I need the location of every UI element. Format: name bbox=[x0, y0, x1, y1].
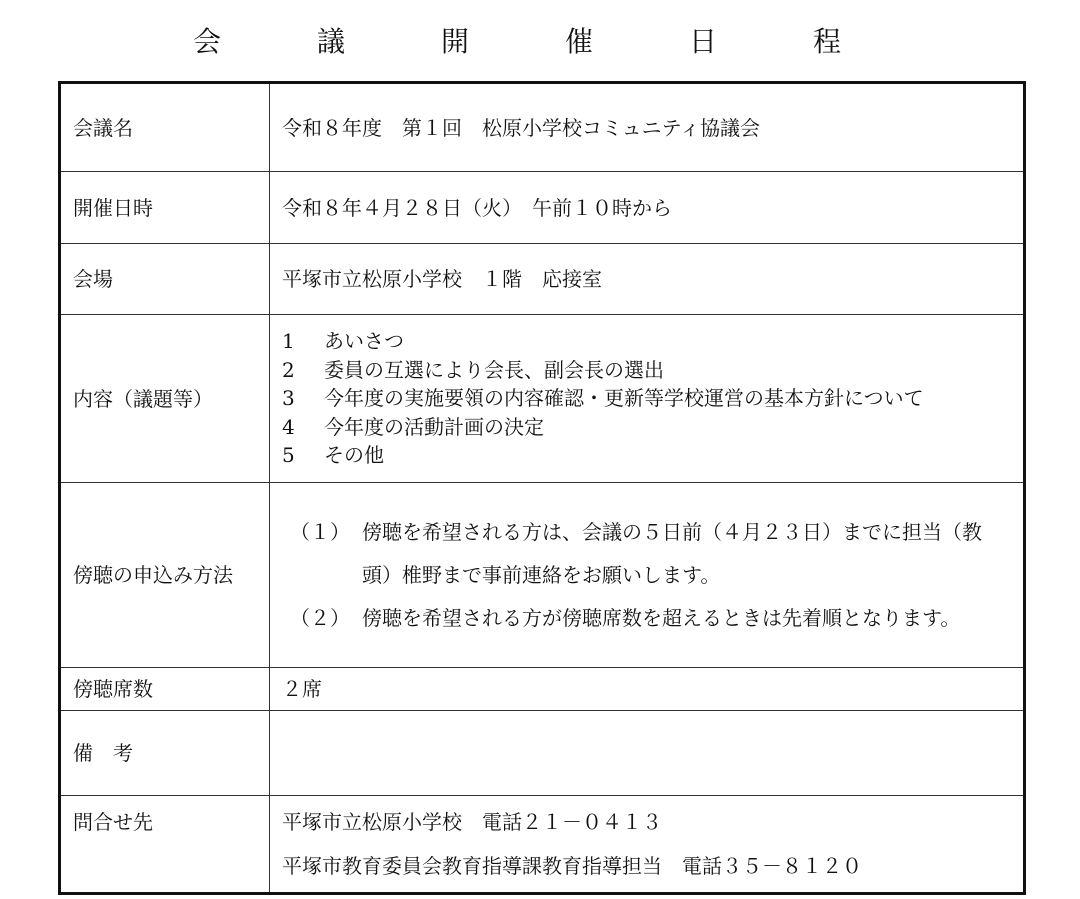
table-row-seats bbox=[60, 668, 1025, 711]
agenda-item-number: 5 bbox=[282, 443, 295, 468]
meeting-schedule-table bbox=[58, 81, 1026, 895]
contact-line-school: 平塚市立松原小学校 電話２１－０４１３ bbox=[282, 810, 662, 834]
agenda-item-number: 1 bbox=[282, 329, 295, 354]
contact-line-board: 平塚市教育委員会教育指導課教育指導担当 電話３５－８１２０ bbox=[282, 854, 862, 878]
agenda-item-text: 今年度の実施要領の内容確認・更新等学校運営の基本方針について bbox=[324, 386, 924, 411]
meeting-name-label: 会議名 bbox=[60, 83, 270, 172]
document-title: 会 議 開 催 日 程 bbox=[192, 25, 875, 58]
list-item bbox=[282, 441, 1011, 470]
table-row-application-method bbox=[60, 483, 1025, 668]
table-row-meeting-name bbox=[60, 83, 1025, 172]
agenda-item-number: 4 bbox=[282, 414, 295, 439]
notes-value bbox=[270, 711, 1025, 796]
application-item-text: 傍聴を希望される方が傍聴席数を超えるときは先着順となります。 bbox=[362, 605, 961, 630]
application-method-list bbox=[270, 483, 1025, 668]
application-item-number: （２） bbox=[290, 605, 350, 630]
venue-value: 平塚市立松原小学校 １階 応接室 bbox=[270, 244, 1025, 315]
application-item-number: （１） bbox=[290, 519, 350, 544]
meeting-name-value: 令和８年度 第１回 松原小学校コミュニティ協議会 bbox=[270, 83, 1025, 172]
seats-label: 傍聴席数 bbox=[60, 668, 270, 711]
contact-label: 問合せ先 bbox=[60, 796, 270, 894]
notes-label: 備 考 bbox=[60, 711, 270, 796]
list-item bbox=[282, 356, 1011, 385]
application-method-label: 傍聴の申込み方法 bbox=[60, 483, 270, 668]
agenda-item-text: 今年度の活動計画の決定 bbox=[324, 414, 544, 439]
list-item bbox=[282, 327, 1011, 356]
application-item-text: 傍聴を希望される方は、会議の５日前（４月２３日）までに担当（教頭）椎野まで事前連絡をお願いします。 bbox=[362, 519, 982, 587]
agenda-item-number: 2 bbox=[282, 357, 295, 382]
contact-list bbox=[270, 796, 1025, 894]
list-item bbox=[282, 511, 1011, 597]
table-row-contact bbox=[60, 796, 1025, 894]
table-row-datetime bbox=[60, 172, 1025, 244]
agenda-item-text: 委員の互選により会長、副会長の選出 bbox=[324, 357, 664, 382]
datetime-value: 令和８年４月２８日（火） 午前１０時から bbox=[270, 172, 1025, 244]
list-item bbox=[282, 597, 1011, 640]
table-row-agenda bbox=[60, 315, 1025, 483]
venue-label: 会場 bbox=[60, 244, 270, 315]
list-item bbox=[282, 413, 1011, 442]
agenda-item-number: 3 bbox=[282, 386, 295, 411]
seats-value: ２席 bbox=[270, 668, 1025, 711]
agenda-item-text: あいさつ bbox=[324, 329, 404, 354]
agenda-label: 内容（議題等） bbox=[60, 315, 270, 483]
table-row-venue bbox=[60, 244, 1025, 315]
agenda-item-text: その他 bbox=[324, 443, 384, 468]
list-item bbox=[282, 384, 1011, 413]
agenda-list bbox=[270, 315, 1025, 483]
datetime-label: 開催日時 bbox=[60, 172, 270, 244]
table-row-notes bbox=[60, 711, 1025, 796]
